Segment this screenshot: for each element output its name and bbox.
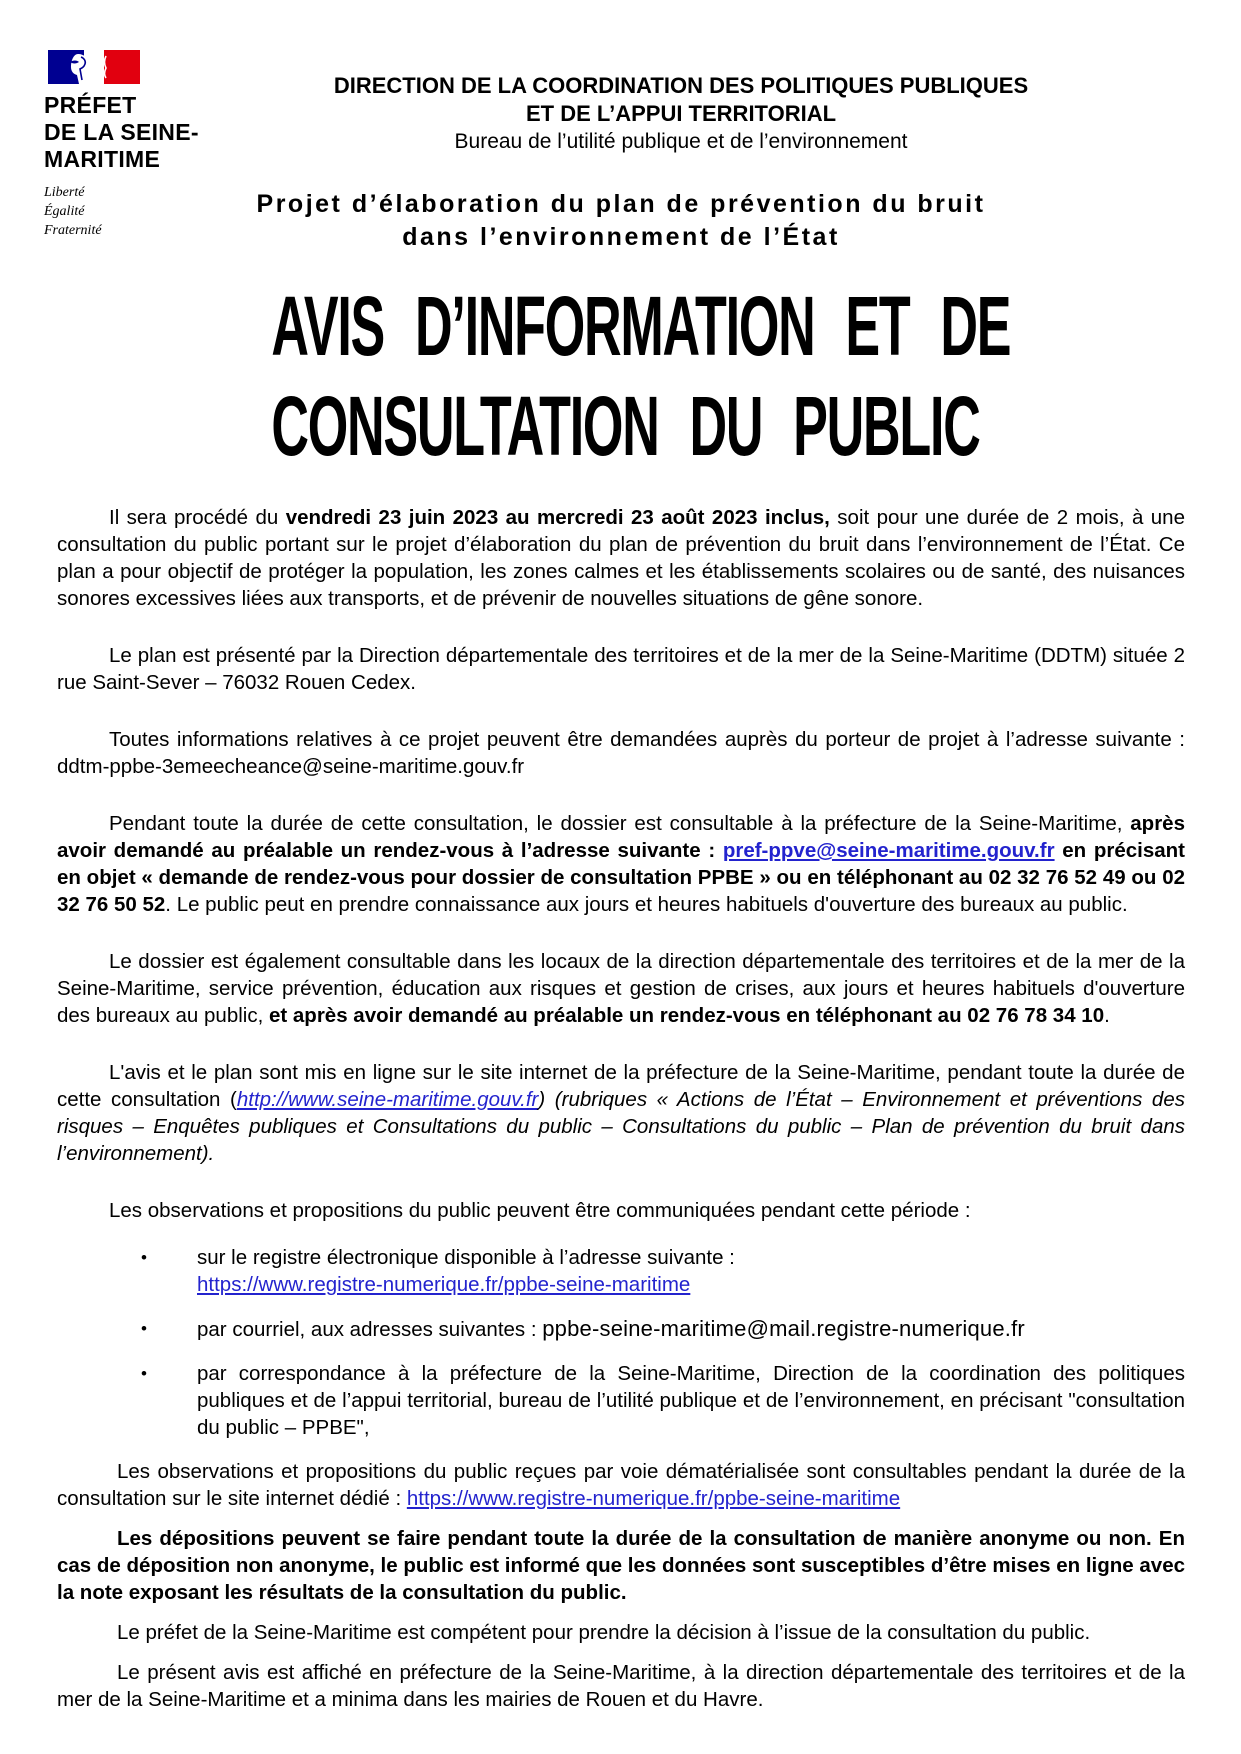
- link[interactable]: pref-ppve@seine-maritime.gouv.fr: [722, 839, 1055, 862]
- text-segment: Il sera procédé du: [109, 506, 286, 529]
- paragraph: [57, 642, 1185, 696]
- text-segment: par correspondance à la préfecture de la Seine-Maritime, Direction de la coordination des politiques publiques et de l’appui territorial, bureau de l’utilité publique et de l’environnement, en précisant "consultation du public – PPBE",: [197, 1362, 1185, 1439]
- text-segment: Les observations et propositions du public peuvent être communiquées pendant cette période :: [109, 1199, 971, 1222]
- text-segment: Le préfet de la Seine-Maritime est compétent pour prendre la décision à l’issue de la consultation du public.: [117, 1621, 1091, 1644]
- text-segment: soit pour une durée de 2 mois, à une consultation du public portant sur le projet d’élaboration du plan de prévention du bruit dans l’environnement de l’État. Ce plan a pour objectif de protéger la population, les zones calmes et les établissements scolaires ou de santé, des nuisances sonores excessives liées aux transports, et de prévenir de nouvelles situations de gêne sonore.: [57, 506, 1185, 610]
- paragraph: [57, 810, 1185, 918]
- link[interactable]: https://www.registre-numerique.fr/ppbe-seine-maritime: [197, 1273, 691, 1296]
- text-segment: Le présent avis est affiché en préfecture de la Seine-Maritime, à la direction départementale des territoires et de la mer de la Seine-Maritime et a minima dans les mairies de Rouen et du Havre.: [57, 1661, 1185, 1711]
- direction-header: [257, 72, 1105, 156]
- link[interactable]: https://www.registre-numerique.fr/ppbe-seine-maritime: [406, 1487, 901, 1510]
- project-subtitle-line2: dans l’environnement de l’État: [402, 223, 840, 251]
- page-title: [57, 276, 1185, 476]
- bullet-icon: •: [141, 1319, 147, 1338]
- text-segment: .: [1104, 1004, 1110, 1027]
- text-segment: (rubriques « Actions de l’État – Environnement et préventions des risques – Enquêtes publiques et Consultations du public – Consultations du public – Plan de prévention du bruit dans l’environnement).: [57, 1088, 1185, 1165]
- motto-line: Fraternité: [44, 223, 102, 238]
- text-segment: en précisant en objet « demande de rendez-vous pour dossier de consultation PPBE » ou en téléphonant au 02 32 76 52 49 ou 02 32 76 50 52: [57, 839, 1185, 916]
- direction-title-line2: ET DE L’APPUI TERRITORIAL: [525, 101, 837, 126]
- paragraph: [57, 1525, 1185, 1606]
- text-segment: . Le public peut en prendre connaissance aux jours et heures habituels d'ouverture des bureaux au public.: [165, 893, 1128, 916]
- text-segment: par courriel, aux adresses suivantes :: [197, 1318, 543, 1341]
- text-segment: Les dépositions peuvent se faire pendant toute la durée de la consultation de manière anonyme ou non. En cas de déposition non anonyme, le public est informé que les données sont susceptibles d’être mises en ligne avec la note exposant les résultats de la consultation du public.: [57, 1527, 1185, 1604]
- bullet-icon: •: [141, 1364, 147, 1383]
- page-title-line1: AVIS D’INFORMATION ET DE: [271, 279, 1011, 373]
- motto-line: Liberté: [44, 185, 85, 200]
- motto-line: Égalité: [44, 204, 85, 219]
- text-segment: Toutes informations relatives à ce projet peuvent être demandées auprès du porteur de projet à l’adresse suivante : ddtm-ppbe-3emeecheance@seine-maritime.gouv.fr: [57, 728, 1185, 778]
- project-subtitle: [57, 188, 1185, 254]
- bullet-icon: •: [141, 1248, 147, 1267]
- text-segment: ppbe-seine-maritime@mail.registre-numerique.fr: [542, 1316, 1025, 1341]
- text-segment: Les observations et propositions du public reçues par voie dématérialisée sont consultables pendant la durée de la consultation sur le site internet dédié :: [57, 1460, 1185, 1510]
- page-title-line2: CONSULTATION DU PUBLIC: [271, 379, 980, 473]
- text-segment: Le plan est présenté par la Direction départementale des territoires et de la mer de la Seine-Maritime (DDTM) située 2 rue Saint-Sever – 76032 Rouen Cedex.: [57, 644, 1185, 694]
- project-subtitle-line1: Projet d’élaboration du plan de prévention du bruit: [256, 190, 986, 218]
- paragraph: [57, 1197, 1185, 1224]
- bureau-subtitle: Bureau de l’utilité publique et de l’environnement: [454, 130, 908, 153]
- paragraph: [57, 726, 1185, 780]
- paragraph: [57, 1059, 1185, 1167]
- paragraph: [57, 504, 1185, 612]
- prefet-line: DE LA SEINE-: [44, 119, 199, 145]
- text-segment: Pendant toute la durée de cette consultation, le dossier est consultable à la préfecture de la Seine-Maritime,: [109, 812, 1131, 835]
- paragraph: [57, 1619, 1185, 1646]
- link[interactable]: http://www.seine-maritime.gouv.fr: [236, 1088, 539, 1111]
- bullet-item: [141, 1244, 1185, 1298]
- text-segment: et après avoir demandé au préalable un rendez-vous en téléphonant au 02 76 78 34 10: [268, 1004, 1105, 1027]
- main-column: [57, 72, 1185, 1726]
- prefet-line: MARITIME: [44, 146, 161, 172]
- text-segment: sur le registre électronique disponible à l’adresse suivante :: [197, 1246, 735, 1269]
- text-segment: L'avis et le plan sont mis en ligne sur le site internet de la préfecture de la Seine-Maritime, pendant toute la durée de cette consultation (: [57, 1061, 1185, 1111]
- paragraph: [57, 1659, 1185, 1713]
- text-segment: Le dossier est également consultable dans les locaux de la direction départementale des territoires et de la mer de la Seine-Maritime, service prévention, éducation aux risques et gestion de crises, aux jours et heures habituels d'ouverture des bureaux au public,: [57, 950, 1185, 1027]
- bullet-item: [141, 1360, 1185, 1441]
- paragraph: [57, 948, 1185, 1029]
- direction-title-line1: DIRECTION DE LA COORDINATION DES POLITIQUES PUBLIQUES: [333, 73, 1029, 98]
- text-segment: vendredi 23 juin 2023 au mercredi 23 août 2023 inclus,: [285, 506, 830, 529]
- paragraph: [57, 1458, 1185, 1512]
- bullet-item: [141, 1315, 1185, 1343]
- text-segment: ): [538, 1088, 555, 1111]
- prefet-line: PRÉFET: [44, 92, 137, 118]
- content: [57, 504, 1185, 1713]
- text-segment: après avoir demandé au préalable un rendez-vous à l’adresse suivante :: [57, 812, 1185, 862]
